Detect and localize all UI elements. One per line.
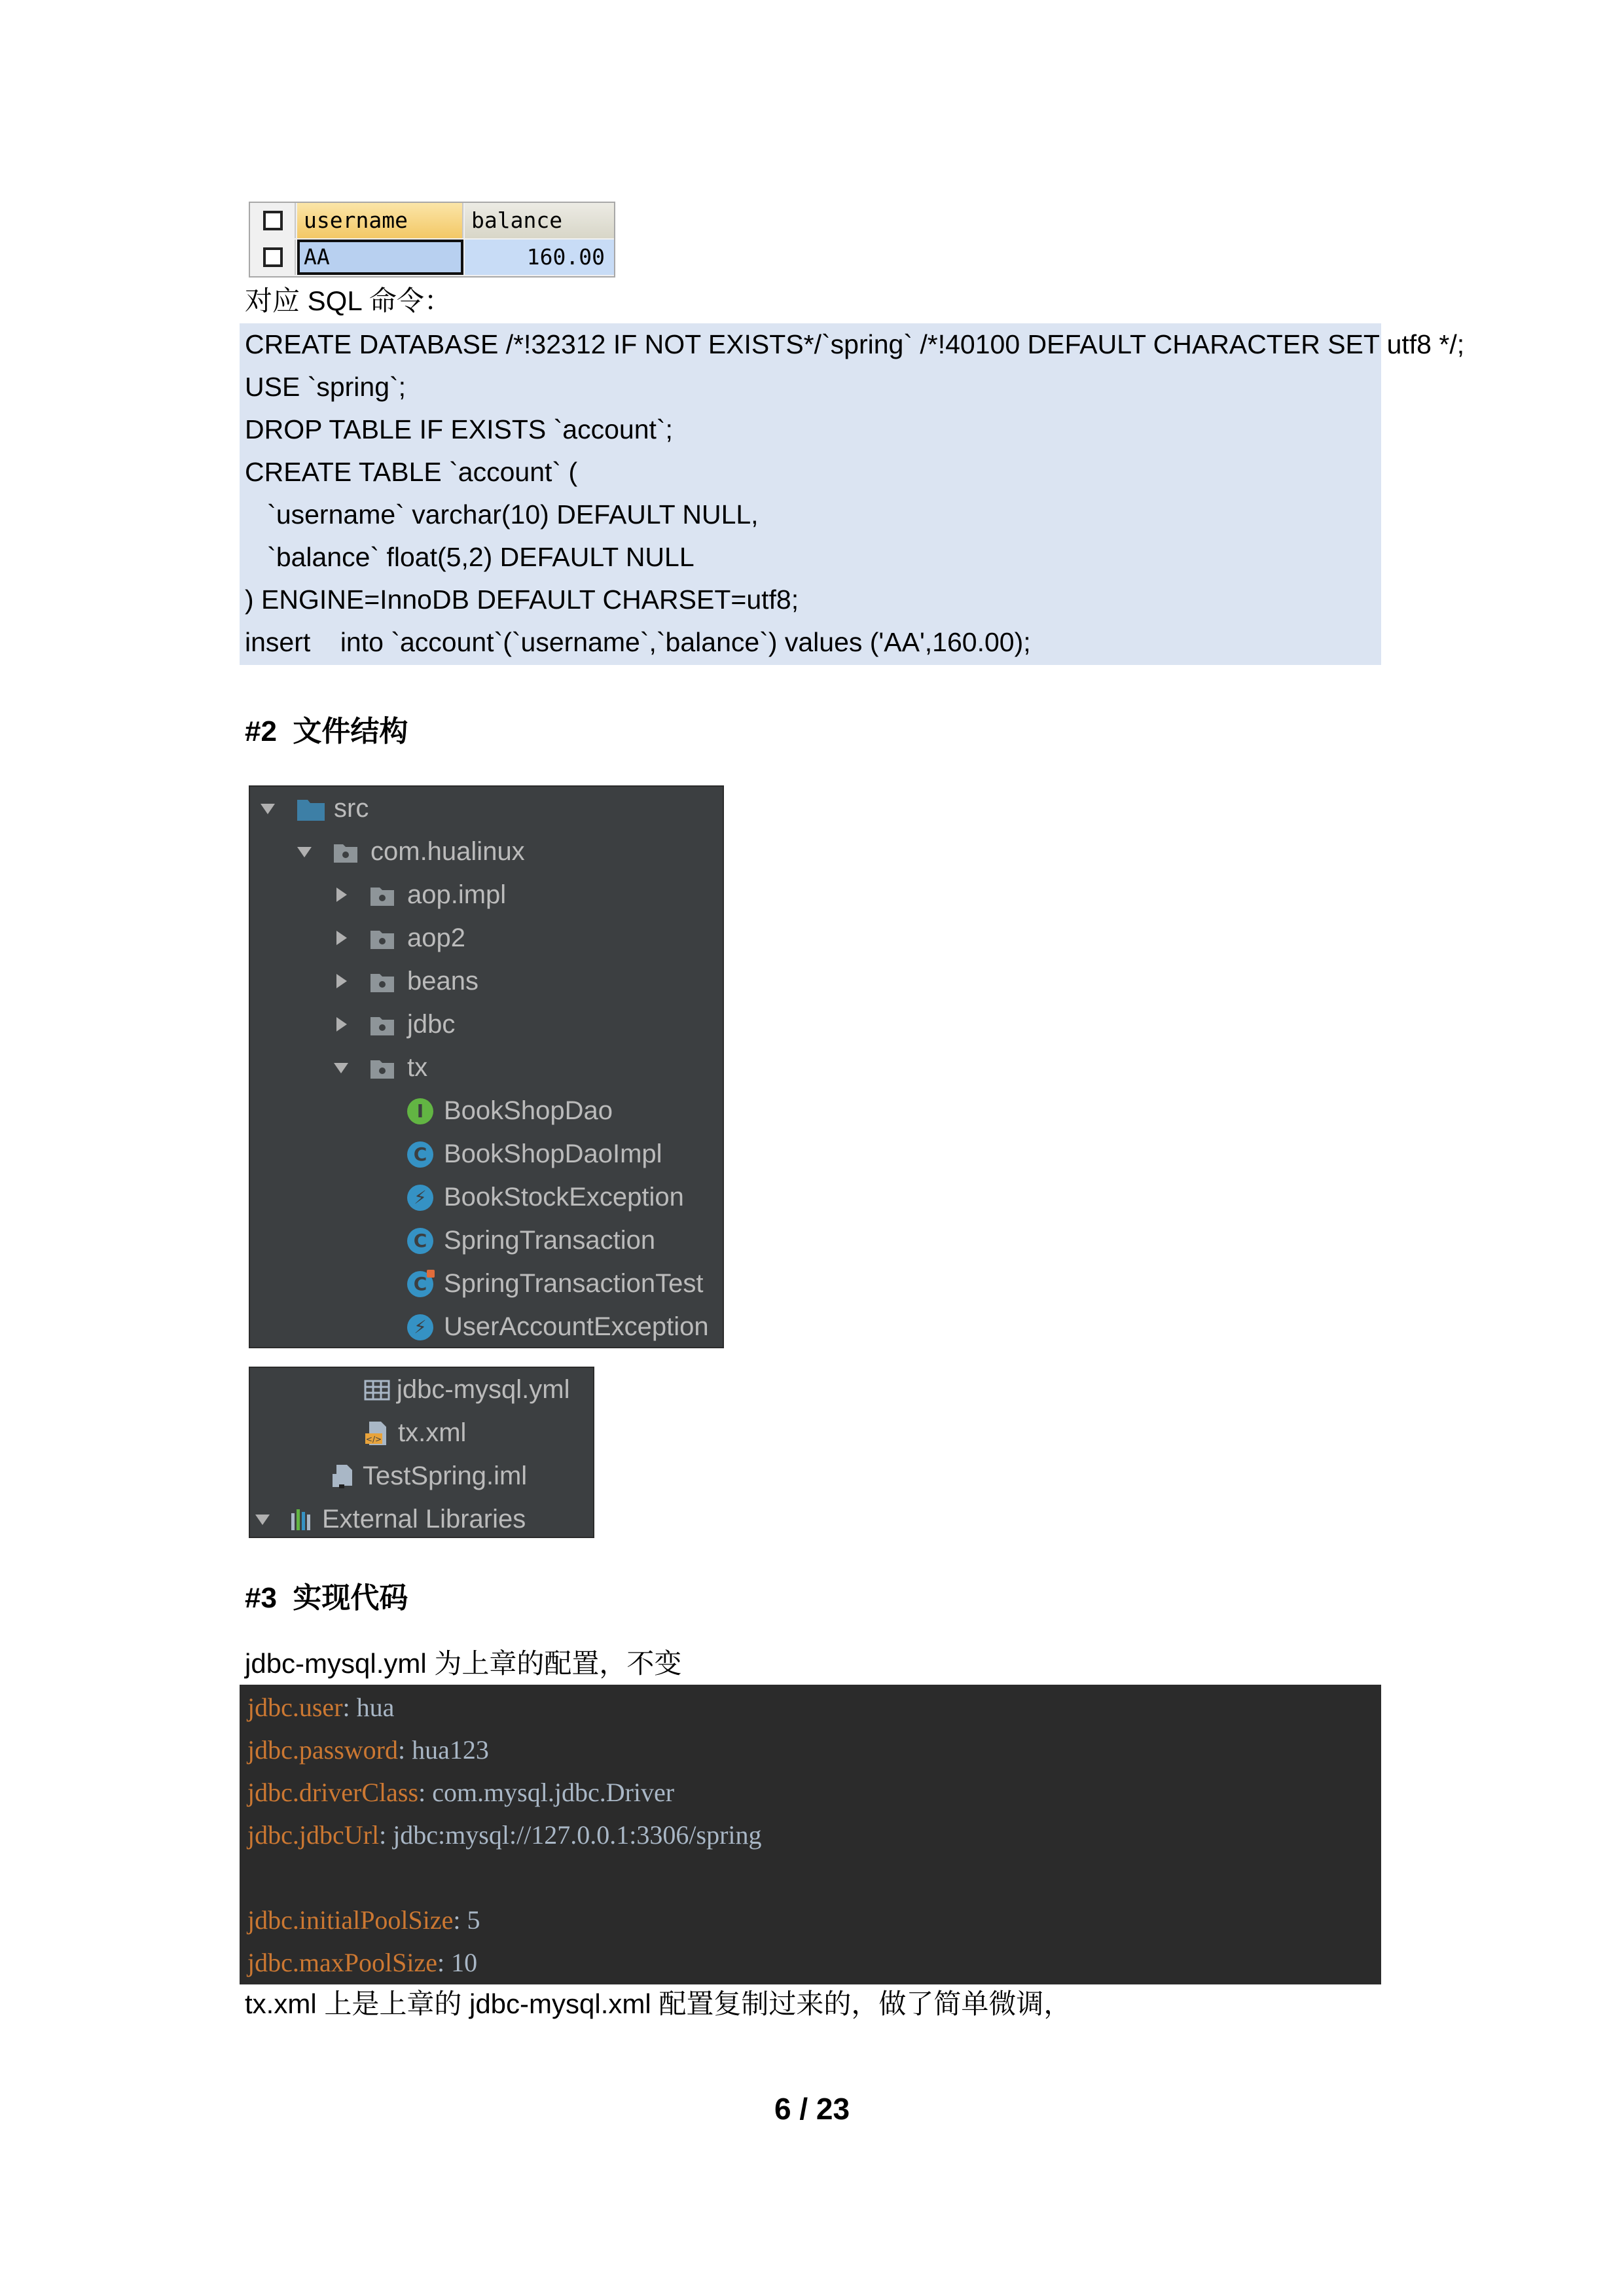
tree-node-folder[interactable]: [250, 873, 723, 916]
package-icon: [369, 1055, 395, 1081]
sql-line: DROP TABLE IF EXISTS `account`;: [245, 414, 673, 444]
tree-label: jdbc: [407, 1010, 456, 1039]
sql-code-block: [240, 323, 1465, 665]
collapsed-arrow-icon[interactable]: [330, 873, 352, 916]
tree-label: SpringTransaction: [444, 1226, 656, 1255]
tree-node-folder[interactable]: [250, 960, 723, 1003]
expanded-arrow-icon[interactable]: [257, 787, 279, 830]
tree-node-file[interactable]: [250, 1089, 723, 1132]
test-marker-icon: [427, 1270, 435, 1278]
cell-username[interactable]: AA: [297, 240, 463, 275]
yaml-key: jdbc.user: [247, 1693, 343, 1722]
tree-node-file[interactable]: [250, 1132, 723, 1175]
column-header-balance[interactable]: balance: [465, 203, 614, 238]
package-icon: [369, 925, 395, 952]
tree-label: BookShopDao: [444, 1096, 613, 1125]
tree-label: beans: [407, 967, 478, 996]
section-3-heading: #3 实现代码: [245, 1582, 408, 1614]
yaml-code-block: [240, 1685, 1381, 1984]
tree-node-file[interactable]: [250, 1262, 723, 1305]
tree-label: BookStockException: [444, 1183, 684, 1211]
tree-node-iml[interactable]: [250, 1454, 593, 1498]
yaml-line: jdbc.jdbcUrl: jdbc:mysql://127.0.0.1:3306/spring: [247, 1820, 762, 1850]
expanded-arrow-icon[interactable]: [330, 1046, 352, 1089]
tree-node-file[interactable]: [250, 1305, 723, 1348]
yaml-line: jdbc.password: hua123: [247, 1735, 489, 1765]
collapsed-arrow-icon[interactable]: [330, 916, 352, 960]
yaml-key: jdbc.password: [247, 1735, 398, 1765]
yaml-file-icon: [364, 1377, 390, 1403]
yaml-line: jdbc.initialPoolSize: 5: [247, 1905, 480, 1935]
db-result-grid: [249, 202, 615, 278]
tree-node-folder-tx[interactable]: [250, 1046, 723, 1089]
page-number: 6 / 23: [774, 2092, 850, 2126]
yaml-line: jdbc.user: hua: [247, 1693, 395, 1722]
expanded-arrow-icon[interactable]: [251, 1498, 274, 1538]
yaml-value: jdbc:mysql://127.0.0.1:3306/spring: [393, 1820, 762, 1850]
collapsed-arrow-icon[interactable]: [330, 960, 352, 1003]
yaml-value: 10: [451, 1948, 478, 1977]
exception-icon: ⚡: [407, 1314, 433, 1340]
module-file-icon: [330, 1463, 356, 1490]
tree-node-package[interactable]: [250, 830, 723, 873]
package-icon: [369, 882, 395, 908]
exception-icon: ⚡: [407, 1185, 433, 1211]
source-folder-icon: [296, 796, 326, 822]
tx-intro-text: tx.xml 上是上章的 jdbc-mysql.xml 配置复制过来的，做了简单微调，: [245, 1988, 1072, 2019]
yaml-value: hua123: [412, 1735, 489, 1765]
yaml-value: 5: [467, 1905, 480, 1935]
yaml-value: hua: [356, 1693, 395, 1722]
yaml-line: jdbc.maxPoolSize: 10: [247, 1948, 478, 1977]
sql-line: CREATE DATABASE /*!32312 IF NOT EXISTS*/`spring` /*!40100 DEFAULT CHARACTER SET utf8 */;: [245, 329, 1465, 359]
yaml-key: jdbc.driverClass: [247, 1778, 419, 1807]
class-icon: C: [407, 1141, 433, 1168]
tree-label: com.hualinux: [370, 837, 525, 866]
tree-node-file[interactable]: [250, 1175, 723, 1219]
section-2-heading: #2 文件结构: [245, 715, 408, 747]
yaml-key: jdbc.initialPoolSize: [247, 1905, 454, 1935]
column-header-username[interactable]: username: [297, 203, 463, 238]
expanded-arrow-icon[interactable]: [293, 830, 316, 873]
tree-node-folder[interactable]: [250, 916, 723, 960]
tree-node-xml[interactable]: [250, 1411, 593, 1454]
cell-balance[interactable]: 160.00: [465, 240, 614, 275]
select-all-checkbox[interactable]: [250, 203, 296, 238]
yaml-value: com.mysql.jdbc.Driver: [432, 1778, 675, 1807]
tree-label: aop.impl: [407, 880, 507, 909]
libraries-icon: [289, 1507, 316, 1533]
sql-label: 对应 SQL 命令：: [245, 285, 452, 316]
tree-node-file[interactable]: [250, 1219, 723, 1262]
tree-label: SpringTransactionTest: [444, 1269, 704, 1298]
interface-icon: I: [407, 1098, 433, 1124]
tree-label: TestSpring.iml: [363, 1462, 528, 1490]
test-class-icon: C: [407, 1271, 433, 1297]
tree-node-src[interactable]: [250, 787, 723, 830]
yaml-key: jdbc.maxPoolSize: [247, 1948, 437, 1977]
tree-label: tx.xml: [398, 1418, 467, 1447]
package-icon: [333, 839, 359, 865]
tree-label: BookShopDaoImpl: [444, 1139, 662, 1168]
row-checkbox[interactable]: [250, 240, 296, 275]
package-icon: [369, 1012, 395, 1038]
yaml-key: jdbc.jdbcUrl: [247, 1820, 380, 1850]
yml-intro-text: jdbc-mysql.yml 为上章的配置，不变: [245, 1648, 682, 1679]
collapsed-arrow-icon[interactable]: [330, 1003, 352, 1046]
db-data-row[interactable]: [250, 240, 614, 275]
tree-label: UserAccountException: [444, 1312, 709, 1341]
tree-label: tx: [407, 1053, 428, 1082]
class-icon: C: [407, 1228, 433, 1254]
project-tree-panel-continued: [249, 1367, 594, 1538]
tree-label: src: [334, 794, 369, 823]
sql-line: `username` varchar(10) DEFAULT NULL,: [245, 499, 759, 529]
tree-node-folder[interactable]: [250, 1003, 723, 1046]
tree-label: jdbc-mysql.yml: [397, 1375, 570, 1404]
project-tree-panel: [249, 785, 724, 1348]
tree-label: External Libraries: [322, 1505, 526, 1534]
sql-line: insert into `account`(`username`,`balance`) values ('AA',160.00);: [245, 627, 1031, 657]
tree-node-external-libraries[interactable]: [250, 1498, 593, 1538]
sql-line: `balance` float(5,2) DEFAULT NULL: [245, 542, 695, 572]
db-header-row: [250, 203, 614, 238]
xml-file-icon: [364, 1420, 390, 1446]
yaml-line: jdbc.driverClass: com.mysql.jdbc.Driver: [247, 1778, 675, 1807]
svg-text:</>: </>: [365, 1435, 382, 1444]
sql-line: USE `spring`;: [245, 372, 406, 402]
sql-line: CREATE TABLE `account` (: [245, 457, 578, 487]
sql-line: ) ENGINE=InnoDB DEFAULT CHARSET=utf8;: [245, 584, 799, 615]
tree-node-yml[interactable]: [250, 1368, 593, 1411]
tree-label: aop2: [407, 924, 465, 952]
package-icon: [369, 969, 395, 995]
